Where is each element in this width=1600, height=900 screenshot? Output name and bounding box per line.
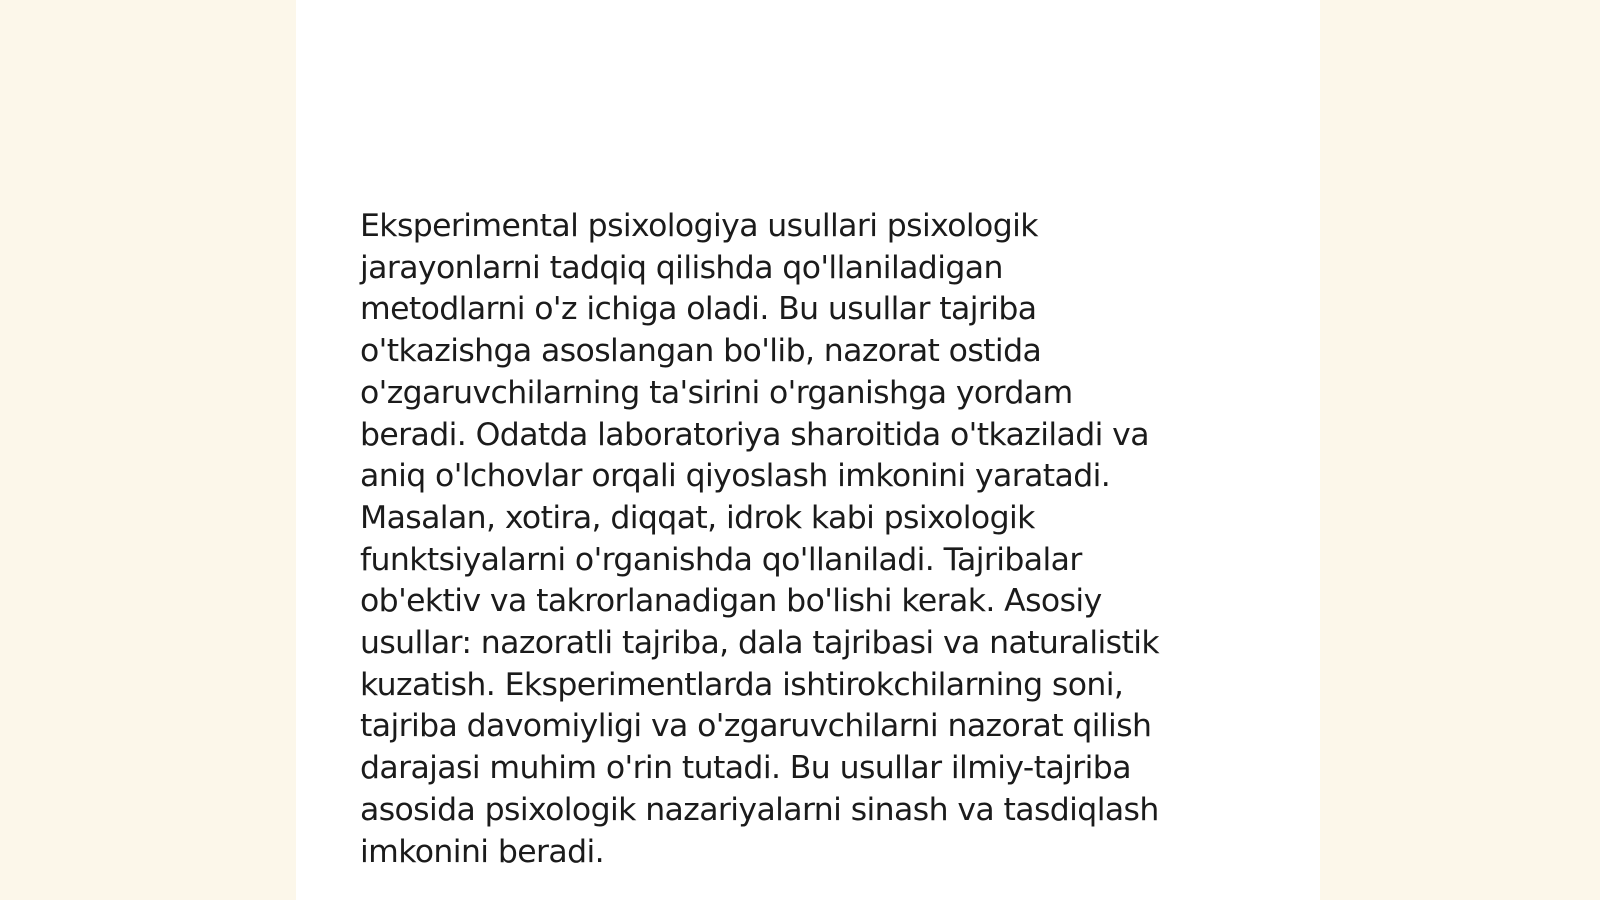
paragraph-line: ob'ektiv va takrorlanadigan bo'lishi kerak. Asosiy: [360, 583, 1102, 620]
paragraph-line: Masalan, xotira, diqqat, idrok kabi psixologik: [360, 499, 1035, 536]
paragraph-line: metodlarni o'z ichiga oladi. Bu usullar tajriba: [360, 291, 1037, 328]
paragraph-line: tajriba davomiyligi va o'zgaruvchilarni nazorat qilish: [360, 708, 1152, 745]
body-paragraph: [360, 206, 1240, 873]
paragraph-line: Eksperimental psixologiya usullari psixologik: [360, 208, 1038, 244]
paragraph-line: beradi. Odatda laboratoriya sharoitida o'tkaziladi va: [360, 416, 1149, 453]
paragraph-line: jarayonlarni tadqiq qilishda qo'llaniladigan: [360, 249, 1003, 286]
paragraph-line: usullar: nazoratli tajriba, dala tajribasi va naturalistik: [360, 625, 1159, 662]
paragraph-line: darajasi muhim o'rin tutadi. Bu usullar ilmiy-tajriba: [360, 750, 1131, 787]
paragraph-line: o'tkazishga asoslangan bo'lib, nazorat ostida: [360, 333, 1042, 370]
paragraph-line: o'zgaruvchilarning ta'sirini o'rganishga yordam: [360, 374, 1073, 411]
paragraph-line: asosida psixologik nazariyalarni sinash va tasdiqlash: [360, 791, 1159, 828]
document-page: [296, 0, 1320, 900]
paragraph-line: funktsiyalarni o'rganishda qo'llaniladi. Tajribalar: [360, 541, 1082, 578]
paragraph-line: kuzatish. Eksperimentlarda ishtirokchilarning soni,: [360, 666, 1124, 703]
paragraph-line: aniq o'lchovlar orqali qiyoslash imkonini yaratadi.: [360, 458, 1111, 495]
paragraph-line: imkonini beradi.: [360, 833, 605, 870]
